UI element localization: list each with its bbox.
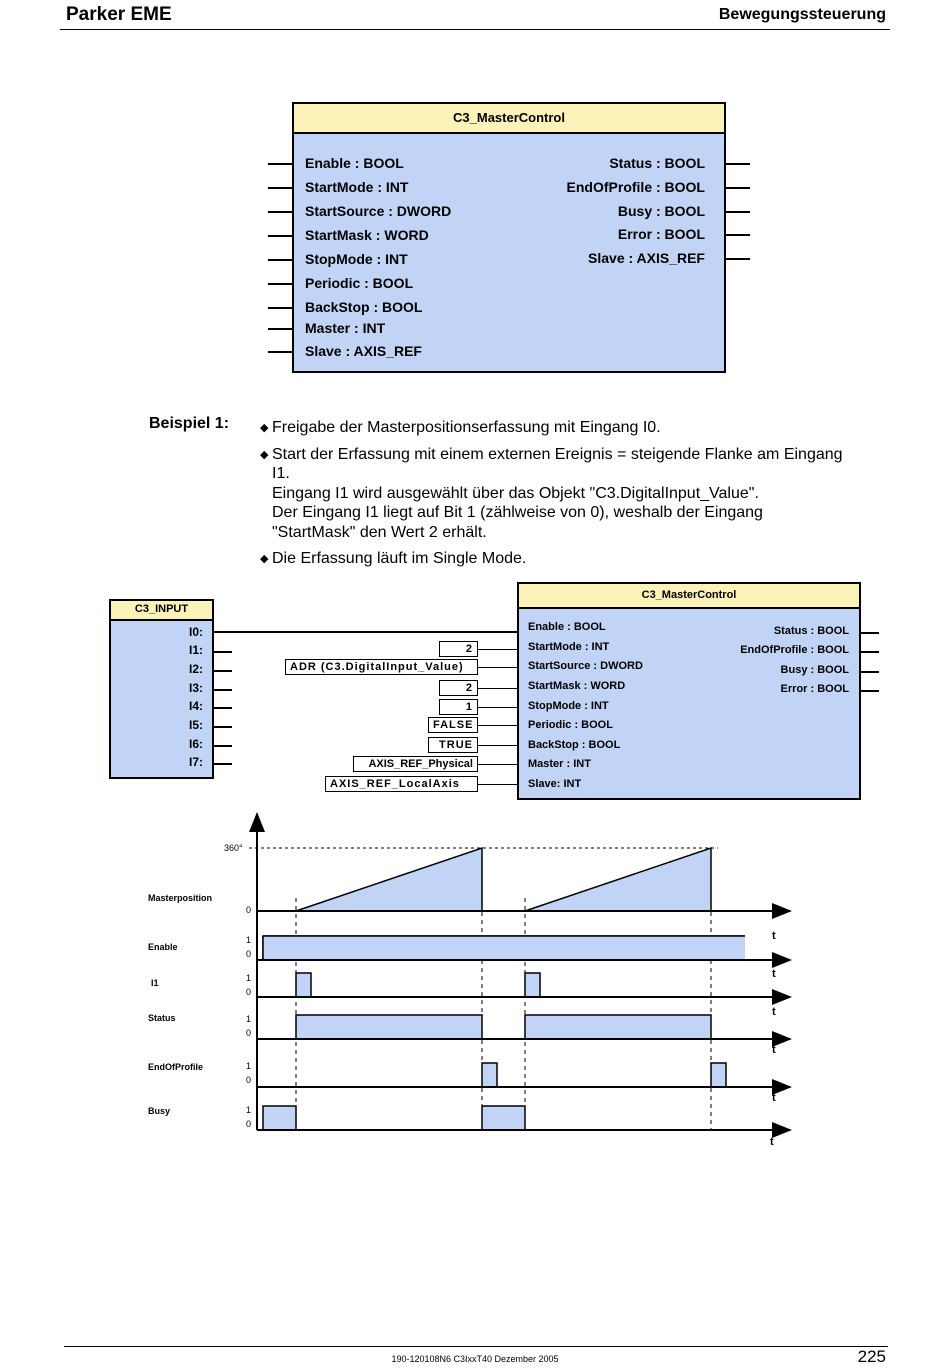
- bullet-diamond-icon: ◆: [260, 422, 269, 434]
- company-name: Parker EME: [66, 4, 172, 25]
- signal-label: Masterposition: [148, 893, 213, 903]
- example-bullet-2-line: I1.: [272, 465, 290, 482]
- level-one: 1: [246, 973, 252, 983]
- level-zero: 0: [246, 949, 252, 959]
- level-one: 1: [246, 935, 252, 945]
- block1-output-pin: Status : BOOL: [609, 155, 705, 171]
- block2-output-pin: EndOfProfile : BOOL: [740, 644, 849, 656]
- block2-input-pin: StopMode : INT: [528, 700, 609, 712]
- block2-input-pin: Periodic : BOOL: [528, 719, 613, 731]
- input-block-pin: I1:: [188, 643, 203, 657]
- input-block-pin: I0:: [188, 625, 203, 639]
- block2-input-pin: StartSource : DWORD: [528, 660, 643, 672]
- block1-output-pin: Error : BOOL: [617, 226, 705, 242]
- block2-input-pin: StartMode : INT: [528, 641, 610, 653]
- block1-input-pin: Periodic : BOOL: [305, 275, 414, 291]
- constant-slave: AXIS_REF_LocalAxis: [325, 776, 478, 792]
- block1-input-pin: StartSource : DWORD: [305, 203, 452, 219]
- page-number: 225: [857, 1347, 886, 1366]
- time-axis-label: t: [772, 930, 776, 942]
- example-bullet-2-line: Eingang I1 wird ausgewählt über das Objekt "C3.DigitalInput_Value".: [272, 485, 759, 502]
- constant-startmode: 2: [439, 641, 478, 657]
- section-title: Bewegungssteuerung: [718, 6, 886, 23]
- time-axis-label: t: [772, 968, 776, 980]
- block1-output-pin: Busy : BOOL: [617, 203, 705, 219]
- block1-output-pin: EndOfProfile : BOOL: [566, 179, 705, 195]
- block2-input-pin: BackStop : BOOL: [528, 739, 621, 751]
- block1-input-pin: Enable : BOOL: [305, 155, 404, 171]
- angle-360-label: 360°: [224, 843, 243, 853]
- signal-label: Enable: [148, 942, 178, 952]
- constant-stopmode: 1: [439, 699, 478, 715]
- block2-output-pin: Busy : BOOL: [780, 664, 849, 676]
- block1-input-pin: StopMode : INT: [305, 251, 408, 267]
- block2-title: C3_MasterControl: [519, 584, 859, 609]
- constant-periodic: FALSE: [428, 717, 478, 733]
- block2-input-pin: StartMask : WORD: [528, 680, 626, 692]
- level-zero: 0: [246, 987, 252, 997]
- bullet-diamond-icon: ◆: [260, 553, 269, 565]
- block2-input-pin: Master : INT: [528, 758, 591, 770]
- block1-title: C3_MasterControl: [294, 104, 724, 134]
- signal-label: EndOfProfile: [148, 1062, 204, 1072]
- document-reference: 190-120108N6 C3IxxT40 Dezember 2005: [391, 1354, 559, 1364]
- time-axis-label: t: [770, 1136, 774, 1148]
- example-bullet-2-line: "StartMask" den Wert 2 erhält.: [272, 524, 487, 541]
- constant-master: AXIS_REF_Physical: [353, 756, 478, 772]
- constant-startmask: 2: [439, 680, 478, 696]
- example-bullet-2-line: Der Eingang I1 liegt auf Bit 1 (zählweise von 0), weshalb der Eingang: [272, 504, 763, 521]
- input-block-pin: I7:: [188, 755, 203, 769]
- time-axis-label: t: [772, 1044, 776, 1056]
- signal-label: I1: [151, 978, 159, 988]
- block1-input-pin: Slave : AXIS_REF: [305, 343, 422, 359]
- block2-output-pin: Status : BOOL: [773, 625, 849, 637]
- block1-input-pin: StartMask : WORD: [305, 227, 429, 243]
- input-block-pin: I4:: [188, 699, 203, 713]
- input-block-title: C3_INPUT: [111, 601, 212, 621]
- bullet-diamond-icon: ◆: [260, 449, 269, 461]
- time-axis-label: t: [772, 1092, 776, 1104]
- block2-output-pin: Error : BOOL: [780, 683, 849, 695]
- input-block-pin: I3:: [188, 681, 203, 695]
- example-bullet-3: Die Erfassung läuft im Single Mode.: [272, 550, 527, 567]
- level-zero: 0: [246, 1119, 252, 1129]
- example-bullet-2-line: Start der Erfassung mit einem externen Ereignis = steigende Flanke am Eingang: [272, 446, 843, 463]
- signal-label: Status: [148, 1013, 176, 1023]
- block1-output-pin: Slave : AXIS_REF: [588, 250, 705, 266]
- time-axis-label: t: [772, 1006, 776, 1018]
- level-one: 1: [246, 1014, 252, 1024]
- input-block-pin: I5:: [188, 718, 203, 732]
- input-block-pin: I2:: [188, 662, 203, 676]
- level-one: 1: [246, 1061, 252, 1071]
- signal-label: Busy: [148, 1106, 171, 1116]
- level-zero: 0: [246, 1075, 252, 1085]
- block1-input-pin: BackStop : BOOL: [305, 299, 423, 315]
- constant-backstop: TRUE: [428, 737, 478, 753]
- example-label: Beispiel 1:: [149, 415, 230, 432]
- block2-input-pin: Slave: INT: [528, 778, 582, 790]
- example-bullet-1: Freigabe der Masterpositionserfassung mit Eingang I0.: [272, 419, 661, 436]
- block1-input-pin: Master : INT: [305, 320, 386, 336]
- input-block-pin: I6:: [188, 737, 203, 751]
- level-one: 1: [246, 1105, 252, 1115]
- block1-input-pin: StartMode : INT: [305, 179, 409, 195]
- constant-startsource: ADR (C3.DigitalInput_Value): [285, 659, 478, 675]
- level-zero: 0: [246, 905, 252, 915]
- footer-divider: [64, 1346, 888, 1347]
- block2-input-pin: Enable : BOOL: [528, 621, 606, 633]
- level-zero: 0: [246, 1028, 252, 1038]
